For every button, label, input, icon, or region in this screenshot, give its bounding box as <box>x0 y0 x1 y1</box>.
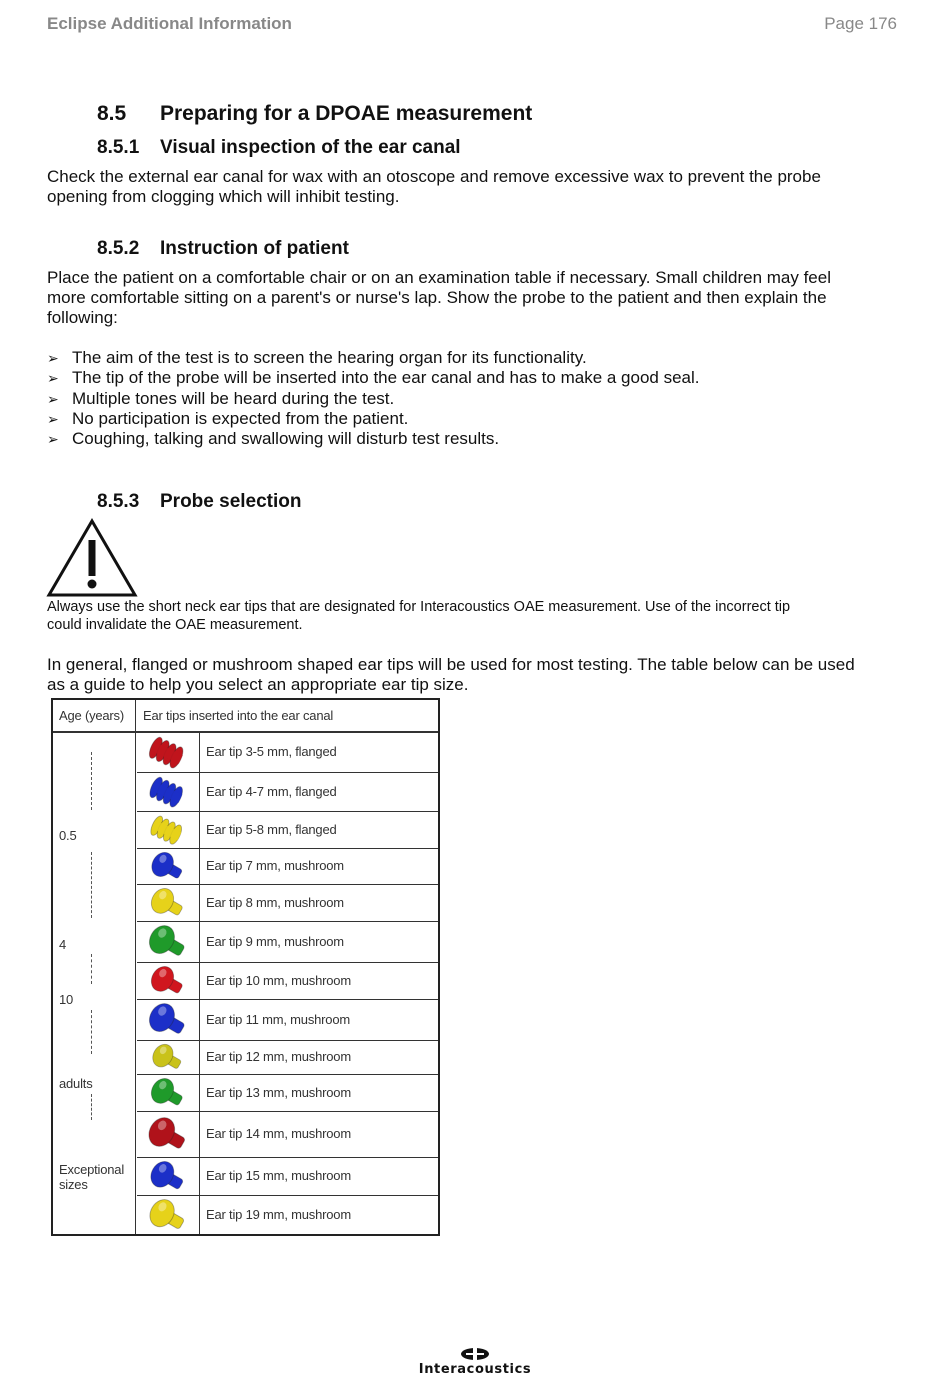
text-line: more comfortable sitting on a parent's or nurse's lap. Show the probe to the patient and then explain the <box>47 288 827 307</box>
subsection-heading-8-5-3 <box>97 491 302 513</box>
age-label: sizes <box>59 1177 88 1192</box>
table-row-divider <box>137 884 438 885</box>
ear-tip-label: Ear tip 8 mm, mushroom <box>206 894 344 910</box>
subsection-title: Visual inspection of the ear canal <box>160 137 461 158</box>
section-title: Preparing for a DPOAE measurement <box>160 102 533 125</box>
paragraph-instruction <box>47 268 927 328</box>
ear-tip-icon <box>145 775 189 810</box>
ear-tip-icon <box>145 965 189 998</box>
paragraph-probe-selection <box>47 655 927 695</box>
text-line: opening from clogging which will inhibit testing. <box>47 187 400 206</box>
table-row-divider <box>137 999 438 1000</box>
ear-tip-icon <box>145 1043 189 1073</box>
ear-tip-label: Ear tip 12 mm, mushroom <box>206 1049 351 1064</box>
table-row-divider <box>137 1040 438 1041</box>
ear-tip-table <box>51 698 440 1236</box>
ear-tip-label: Ear tip 10 mm, mushroom <box>206 972 351 988</box>
bullet-item: ➢ The tip of the probe will be inserted into the ear canal and has to make a good seal. <box>47 368 700 388</box>
page-number: Page 176 <box>824 14 897 33</box>
arrow-bullet-icon: ➢ <box>47 370 59 387</box>
ear-tip-icon <box>145 1116 189 1154</box>
ear-tip-label: Ear tip 3-5 mm, flanged <box>206 744 337 759</box>
text-line: as a guide to help you select an appropriate ear tip size. <box>47 675 469 694</box>
age-label: 0.5 <box>59 828 77 843</box>
ear-tip-label: Ear tip 5-8 mm, flanged <box>206 821 337 837</box>
arrow-bullet-icon: ➢ <box>47 350 59 366</box>
ear-tip-label: Ear tip 4-7 mm, flanged <box>206 783 337 799</box>
arrow-bullet-icon: ➢ <box>47 390 59 407</box>
ear-tip-label: Ear tip 19 mm, mushroom <box>206 1207 351 1222</box>
warning-text <box>47 598 927 634</box>
bullet-item: ➢ Coughing, talking and swallowing will disturb test results. <box>47 429 500 449</box>
document-header-title: Eclipse Additional Information <box>47 14 292 33</box>
interacoustics-logo-icon <box>459 1347 491 1361</box>
table-row-divider <box>137 772 438 773</box>
arrow-bullet-icon: ➢ <box>47 410 59 427</box>
column-header-ear-tips: Ear tips inserted into the ear canal <box>143 708 334 723</box>
ear-tip-label: Ear tip 11 mm, mushroom <box>206 1011 350 1027</box>
ear-tip-icon <box>145 851 189 883</box>
text-line: following: <box>47 308 118 327</box>
table-row-divider <box>137 1157 438 1158</box>
subsection-number: 8.5.2 <box>97 238 140 259</box>
ear-tip-icon <box>145 924 189 961</box>
bullet-item: ➢ No participation is expected from the patient. <box>47 408 409 428</box>
ear-tip-icon <box>145 1002 189 1039</box>
ear-tip-label: Ear tip 13 mm, mushroom <box>206 1084 351 1100</box>
table-row-divider <box>137 1195 438 1196</box>
paragraph-visual-inspection <box>47 167 927 207</box>
ear-tip-icon <box>145 1198 189 1234</box>
subsection-heading-8-5-2 <box>97 238 349 260</box>
ear-tip-label: Ear tip 7 mm, mushroom <box>206 858 344 873</box>
age-label: Exceptional <box>59 1162 125 1177</box>
instruction-bullet-list <box>47 348 927 449</box>
bullet-item: ➢ Multiple tones will be heard during the test. <box>47 388 395 408</box>
text-line: could invalidate the OAE measurement. <box>47 617 303 633</box>
age-label: adults <box>59 1076 93 1091</box>
text-line: Place the patient on a comfortable chair or on an examination table if necessary. Small children may feel <box>47 268 831 287</box>
table-row-divider <box>137 962 438 963</box>
table-row-divider <box>137 848 438 849</box>
age-label: 4 <box>59 937 67 952</box>
subsection-heading-8-5-1 <box>97 137 461 159</box>
ear-tip-icon <box>145 735 189 771</box>
column-header-age: Age (years) <box>59 708 124 723</box>
interacoustics-logo-text: Interacoustics <box>418 1362 532 1377</box>
table-row-divider <box>137 811 438 812</box>
subsection-title: Instruction of patient <box>160 238 349 259</box>
ear-tip-icon <box>145 1077 189 1110</box>
section-heading <box>97 102 532 126</box>
age-label: 10 <box>59 992 74 1007</box>
table-row-divider <box>137 1111 438 1112</box>
warning-triangle-icon <box>46 518 138 598</box>
subsection-number: 8.5.1 <box>97 137 140 158</box>
ear-tip-icon <box>145 814 189 847</box>
subsection-title: Probe selection <box>160 491 302 512</box>
table-row-divider <box>137 921 438 922</box>
ear-tip-icon <box>145 1160 189 1194</box>
arrow-bullet-icon: ➢ <box>47 431 59 448</box>
footer-logo <box>0 1347 950 1377</box>
section-number: 8.5 <box>97 102 127 125</box>
text-line: Check the external ear canal for wax with an otoscope and remove excessive wax to prevent the probe <box>47 167 821 186</box>
ear-tip-icon <box>145 887 189 920</box>
table-row-divider <box>137 1074 438 1075</box>
ear-tip-label: Ear tip 14 mm, mushroom <box>206 1126 351 1141</box>
text-line: In general, flanged or mushroom shaped ear tips will be used for most testing. The table below can be used <box>47 655 855 674</box>
ear-tip-label: Ear tip 15 mm, mushroom <box>206 1168 351 1183</box>
ear-tip-label: Ear tip 9 mm, mushroom <box>206 933 344 949</box>
text-line: Always use the short neck ear tips that are designated for Interacoustics OAE measurement. Use of the incorrect tip <box>47 599 791 615</box>
subsection-number: 8.5.3 <box>97 491 140 512</box>
bullet-item: ➢ The aim of the test is to screen the hearing organ for its functionality. <box>47 348 587 367</box>
